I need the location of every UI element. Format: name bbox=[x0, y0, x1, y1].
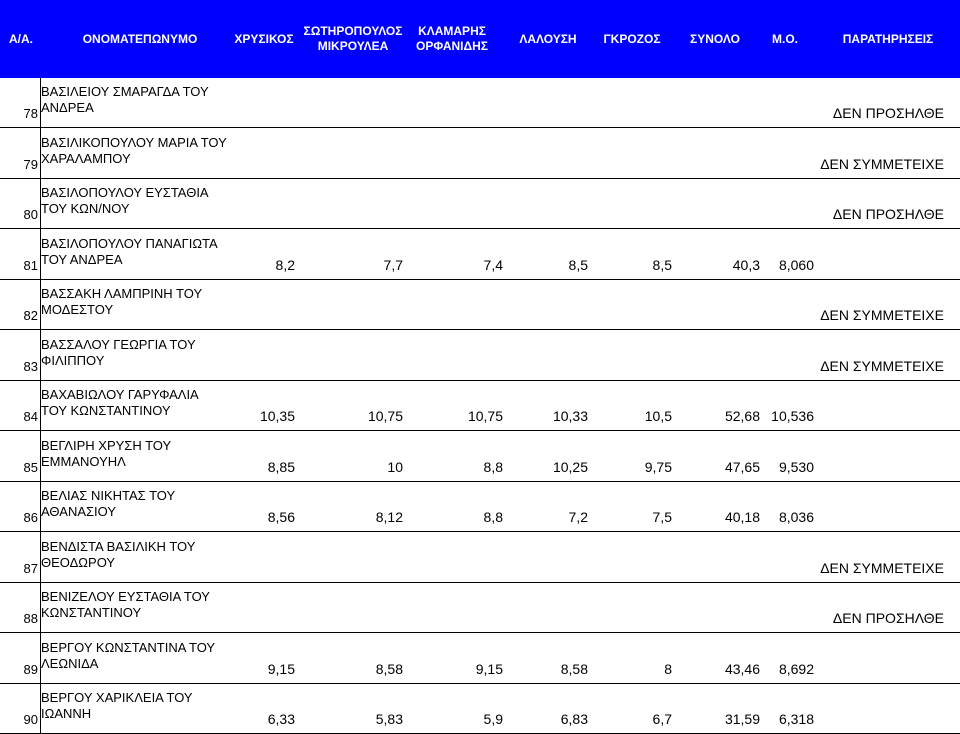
row-name-line2: ΦΙΛΙΠΠΟΥ bbox=[41, 352, 105, 368]
row-name-line2: ΚΩΝΣΤΑΝΤΙΝΟΥ bbox=[41, 605, 142, 620]
row-name bbox=[41, 84, 261, 116]
table-row bbox=[0, 634, 960, 684]
header-mo: Μ.Ο. bbox=[772, 31, 798, 46]
row-name bbox=[41, 185, 261, 217]
header-sotiropoulos: ΣΩΤΗΡΟΠΟΥΛΟΣ ΜΙΚΡΟΥΛΕΑ bbox=[303, 24, 403, 53]
cell-total: 43,46 bbox=[724, 660, 760, 677]
row-name-line1: ΒΕΡΓΟΥ ΚΩΝΣΤΑΝΤΙΝΑ ΤΟΥ bbox=[41, 639, 216, 655]
row-number: 81 bbox=[23, 257, 38, 273]
cell-total: 31,59 bbox=[724, 711, 760, 727]
cell-v5: 8,5 bbox=[652, 256, 672, 273]
row-name bbox=[41, 488, 261, 520]
cell-v5: 8 bbox=[664, 660, 672, 677]
cell-v3: 5,9 bbox=[483, 711, 503, 727]
table-row bbox=[0, 533, 960, 583]
header-lalousi: ΛΑΛΟΥΣΗ bbox=[519, 31, 577, 46]
table-row bbox=[0, 280, 960, 330]
cell-v5: 6,7 bbox=[652, 711, 672, 727]
cell-v4: 8,58 bbox=[560, 660, 588, 677]
row-number: 80 bbox=[23, 207, 38, 222]
row-note: ΔΕΝ ΣΥΜΜΕΤΕΙΧΕ bbox=[820, 357, 944, 374]
header-no: Α/Α. bbox=[9, 31, 33, 46]
row-name-line2: ΑΘΑΝΑΣΙΟΥ bbox=[41, 504, 117, 519]
header-name: ΟΝΟΜΑΤΕΠΩΝΥΜΟ bbox=[82, 31, 198, 46]
cell-v3: 10,75 bbox=[467, 408, 503, 424]
cell-v5: 7,5 bbox=[652, 509, 672, 525]
cell-v4: 10,25 bbox=[552, 458, 588, 475]
row-number: 86 bbox=[23, 510, 38, 525]
cell-v5: 9,75 bbox=[644, 458, 672, 475]
cell-v2: 10 bbox=[387, 458, 403, 475]
row-number: 78 bbox=[23, 106, 38, 121]
cell-v4: 8,5 bbox=[568, 256, 588, 273]
cell-v1: 8,2 bbox=[275, 256, 295, 273]
cell-v2: 10,75 bbox=[367, 408, 403, 424]
row-name bbox=[41, 539, 261, 571]
row-name-line2: ΕΜΜΑΝΟΥΗΛ bbox=[41, 453, 126, 469]
cell-v2: 8,12 bbox=[375, 509, 403, 525]
table-row bbox=[0, 381, 960, 431]
cell-mo: 8,692 bbox=[778, 660, 814, 677]
row-name bbox=[41, 690, 261, 722]
row-name-line1: ΒΑΧΑΒΙΩΛΟΥ ΓΑΡΥΦΑΛΙΑ bbox=[41, 387, 199, 402]
row-name-line2: ΤΟΥ ΚΩΝΣΤΑΝΤΙΝΟΥ bbox=[41, 403, 171, 418]
table-row bbox=[0, 331, 960, 381]
cell-v2: 8,58 bbox=[375, 660, 403, 677]
row-number: 84 bbox=[23, 409, 38, 424]
table-row bbox=[0, 583, 960, 633]
row-number: 85 bbox=[23, 459, 38, 475]
table-row bbox=[0, 129, 960, 179]
row-name-line1: ΒΑΣΣΑΚΗ ΛΑΜΠΡΙΝΗ ΤΟΥ bbox=[41, 286, 203, 301]
row-name-line1: ΒΑΣΙΛΙΚΟΠΟΥΛΟΥ ΜΑΡΙΑ ΤΟΥ bbox=[41, 134, 227, 150]
row-number: 89 bbox=[23, 661, 38, 677]
row-name-line1: ΒΕΡΓΟΥ ΧΑΡΙΚΛΕΙΑ ΤΟΥ bbox=[41, 690, 193, 705]
cell-mo: 8,060 bbox=[778, 256, 814, 273]
cell-v3: 8,8 bbox=[483, 458, 503, 475]
row-name-line1: ΒΑΣΙΛΟΠΟΥΛΟΥ ΠΑΝΑΓΙΩΤΑ bbox=[41, 235, 218, 251]
cell-v1: 6,33 bbox=[267, 711, 295, 727]
cell-mo: 10,536 bbox=[771, 408, 814, 424]
row-name-line2: ΧΑΡΑΛΑΜΠΟΥ bbox=[41, 150, 131, 166]
row-name bbox=[41, 640, 261, 672]
row-number: 88 bbox=[23, 611, 38, 626]
cell-v2: 5,83 bbox=[375, 711, 403, 727]
cell-v3: 9,15 bbox=[475, 660, 503, 677]
row-note: ΔΕΝ ΠΡΟΣΗΛΘΕ bbox=[832, 610, 944, 626]
row-number: 82 bbox=[23, 308, 38, 323]
cell-v1: 8,56 bbox=[267, 509, 295, 525]
cell-v1: 9,15 bbox=[267, 660, 295, 677]
header-notes: ΠΑΡΑΤΗΡΗΣΕΙΣ bbox=[842, 31, 934, 46]
row-name bbox=[41, 236, 261, 268]
cell-total: 40,3 bbox=[732, 256, 760, 273]
row-number: 83 bbox=[23, 358, 38, 374]
row-name bbox=[41, 589, 261, 621]
cell-v2: 7,7 bbox=[383, 256, 403, 273]
cell-total: 47,65 bbox=[724, 458, 760, 475]
header-chrysikos: ΧΡΥΣΙΚΟΣ bbox=[234, 31, 294, 46]
row-note: ΔΕΝ ΠΡΟΣΗΛΘΕ bbox=[832, 206, 944, 222]
table-row bbox=[0, 230, 960, 280]
row-name-line2: ΜΟΔΕΣΤΟΥ bbox=[41, 302, 114, 317]
row-name-line1: ΒΕΛΙΑΣ ΝΙΚΗΤΑΣ ΤΟΥ bbox=[41, 488, 176, 503]
row-name-line2: ΤΟΥ ΑΝΔΡΕΑ bbox=[41, 251, 123, 267]
row-number: 90 bbox=[23, 712, 38, 727]
row-note: ΔΕΝ ΣΥΜΜΕΤΕΙΧΕ bbox=[820, 307, 944, 323]
row-number: 87 bbox=[23, 560, 38, 576]
cell-total: 40,18 bbox=[724, 509, 760, 525]
row-name bbox=[41, 337, 261, 369]
row-name-line1: ΒΑΣΙΛΕΙΟΥ ΣΜΑΡΑΓΔΑ ΤΟΥ bbox=[41, 84, 209, 99]
row-name-line2: ΤΟΥ ΚΩΝ/ΝΟΥ bbox=[41, 201, 130, 216]
cell-mo: 8,036 bbox=[778, 509, 814, 525]
cell-v4: 7,2 bbox=[568, 509, 588, 525]
header-total: ΣΥΝΟΛΟ bbox=[690, 31, 740, 46]
row-name-line1: ΒΑΣΣΑΛΟΥ ΓΕΩΡΓΙΑ ΤΟΥ bbox=[41, 336, 196, 352]
row-name-line2: ΙΩΑΝΝΗ bbox=[41, 706, 92, 721]
table-header bbox=[0, 0, 960, 78]
row-name-line1: ΒΕΓΛΙΡΗ ΧΡΥΣΗ ΤΟΥ bbox=[41, 437, 172, 453]
header-grozos: ΓΚΡΟΖΟΣ bbox=[603, 31, 661, 46]
cell-v3: 8,8 bbox=[483, 509, 503, 525]
table-row bbox=[0, 78, 960, 128]
table-row bbox=[0, 482, 960, 532]
row-name-line2: ΘΕΟΔΩΡΟΥ bbox=[41, 554, 116, 570]
cell-mo: 9,530 bbox=[778, 458, 814, 475]
row-note: ΔΕΝ ΣΥΜΜΕΤΕΙΧΕ bbox=[820, 559, 944, 576]
cell-v1: 10,35 bbox=[259, 408, 295, 424]
cell-v5: 10,5 bbox=[644, 408, 672, 424]
cell-v3: 7,4 bbox=[483, 256, 503, 273]
row-name-line1: ΒΕΝΔΙΣΤΑ ΒΑΣΙΛΙΚΗ ΤΟΥ bbox=[41, 538, 196, 554]
row-number: 79 bbox=[23, 156, 38, 172]
row-name-line2: ΑΝΔΡΕΑ bbox=[41, 100, 94, 115]
row-note: ΔΕΝ ΠΡΟΣΗΛΘΕ bbox=[832, 105, 944, 121]
row-note: ΔΕΝ ΣΥΜΜΕΤΕΙΧΕ bbox=[820, 155, 944, 172]
row-name bbox=[41, 387, 261, 419]
table-row bbox=[0, 432, 960, 482]
row-name bbox=[41, 438, 261, 470]
row-name-line2: ΛΕΩΝΙΔΑ bbox=[41, 655, 99, 671]
row-name-line1: ΒΕΝΙΖΕΛΟΥ ΕΥΣΤΑΘΙΑ ΤΟΥ bbox=[41, 589, 210, 604]
row-name-line1: ΒΑΣΙΛΟΠΟΥΛΟΥ ΕΥΣΤΑΘΙΑ bbox=[41, 185, 209, 200]
row-name bbox=[41, 286, 261, 318]
cell-mo: 6,318 bbox=[778, 711, 814, 727]
table-row bbox=[0, 684, 960, 734]
header-klamaris: ΚΛΑΜΑΡΗΣ ΟΡΦΑΝΙΔΗΣ bbox=[415, 24, 489, 53]
cell-v1: 8,85 bbox=[267, 458, 295, 475]
cell-v4: 10,33 bbox=[552, 408, 588, 424]
cell-total: 52,68 bbox=[724, 408, 760, 424]
row-name bbox=[41, 135, 261, 167]
cell-v4: 6,83 bbox=[560, 711, 588, 727]
table-row bbox=[0, 179, 960, 229]
